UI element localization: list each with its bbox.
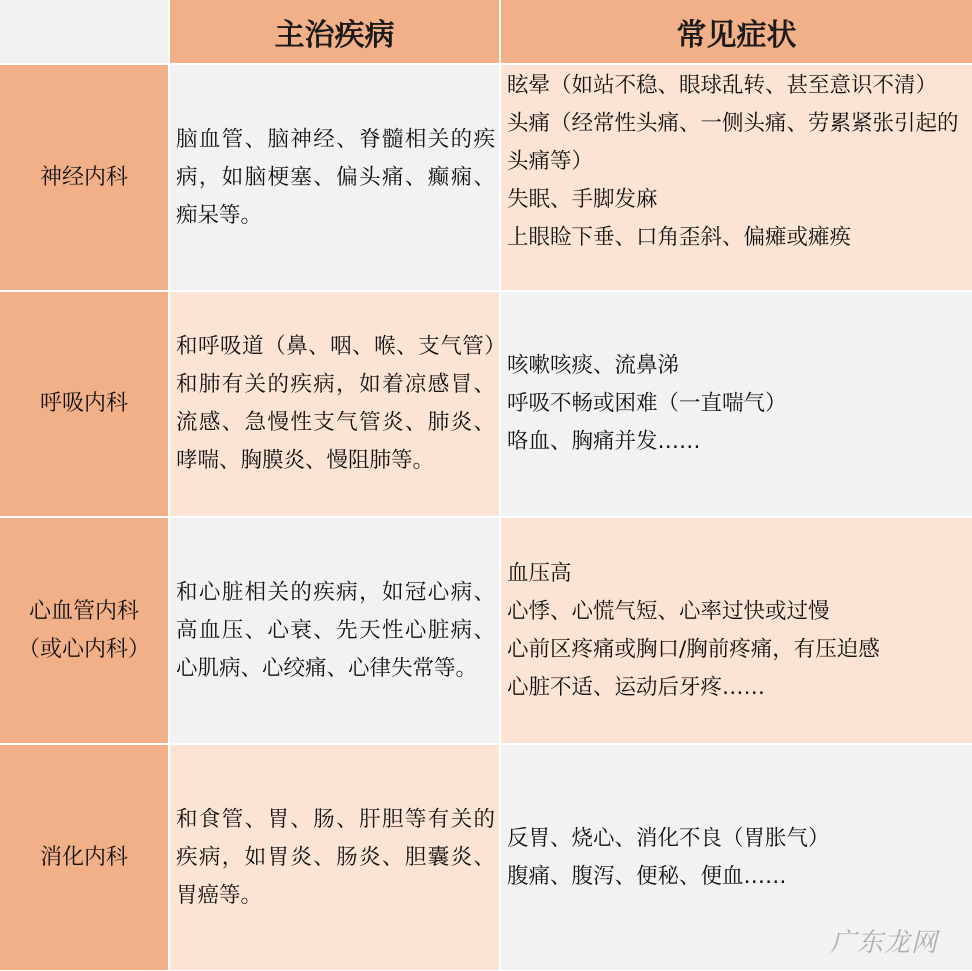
symptom-line: 眩晕（如站不稳、眼球乱转、甚至意识不清） — [507, 73, 938, 98]
dept-cell — [0, 65, 168, 290]
symptom-line: 反胃、烧心、消化不良（胃胀气） — [507, 825, 830, 851]
header-disease: 主治疾病 — [170, 0, 499, 63]
symptom-line: 咳嗽咳痰、流鼻涕 — [507, 353, 680, 378]
symptom-line: 头痛（经常性头痛、一侧头痛、劳累紧张引起的头痛等） — [507, 111, 959, 174]
symptom-line: 失眠、手脚发麻 — [507, 187, 658, 212]
disease-text: 脑血管、脑神经、脊髓相关的疾病，如脑梗塞、偏头痛、癫痫、痴呆等。 — [176, 126, 495, 228]
dept-cell — [0, 518, 168, 743]
dept-cell — [0, 292, 168, 516]
watermark-logo: 广东龙网 — [829, 928, 938, 958]
dept-label: 神经内科 — [39, 164, 128, 190]
table-corner — [0, 0, 168, 63]
disease-text: 和心脏相关的疾病，如冠心病、高血压、心衰、先天性心脏病、心肌病、心绞痛、心律失常等。 — [176, 579, 495, 681]
dept-label: 呼吸内科 — [39, 391, 128, 416]
symptom-line: 心前区疼痛或胸口/胸前疼痛，有压迫感 — [507, 636, 880, 662]
dept-label: 心血管内科 — [28, 598, 139, 624]
dept-sublabel: （或心内科） — [17, 636, 150, 662]
dept-cell — [0, 745, 168, 970]
header-symptoms: 常见症状 — [501, 0, 972, 63]
symptom-line: 心悸、心慌气短、心率过快或过慢 — [507, 598, 830, 624]
symptom-line: 血压高 — [507, 560, 572, 586]
disease-text: 和食管、胃、肠、肝胆等有关的疾病，如胃炎、肠炎、胆囊炎、胃癌等。 — [176, 806, 495, 908]
symptom-line: 腹痛、腹泻、便秘、便血…… — [507, 863, 787, 889]
disease-cell — [170, 745, 499, 970]
disease-text: 和呼吸道（鼻、咽、喉、支气管）和肺有关的疾病，如着凉感冒、流感、急慢性支气管炎、肺炎、哮喘、胸膜炎、慢阻肺等。 — [176, 334, 495, 473]
disease-cell — [170, 518, 499, 743]
symptoms-cell — [501, 292, 972, 516]
symptom-line: 呼吸不畅或困难（一直喘气） — [507, 391, 787, 416]
symptoms-cell — [501, 65, 972, 290]
dept-label: 消化内科 — [39, 844, 128, 870]
symptoms-cell — [501, 518, 972, 743]
symptom-line: 心脏不适、运动后牙疼…… — [507, 674, 766, 700]
disease-cell — [170, 65, 499, 290]
disease-cell — [170, 292, 499, 516]
symptom-line: 咯血、胸痛并发…… — [507, 429, 701, 454]
symptom-line: 上眼睑下垂、口角歪斜、偏瘫或瘫痪 — [507, 225, 852, 250]
